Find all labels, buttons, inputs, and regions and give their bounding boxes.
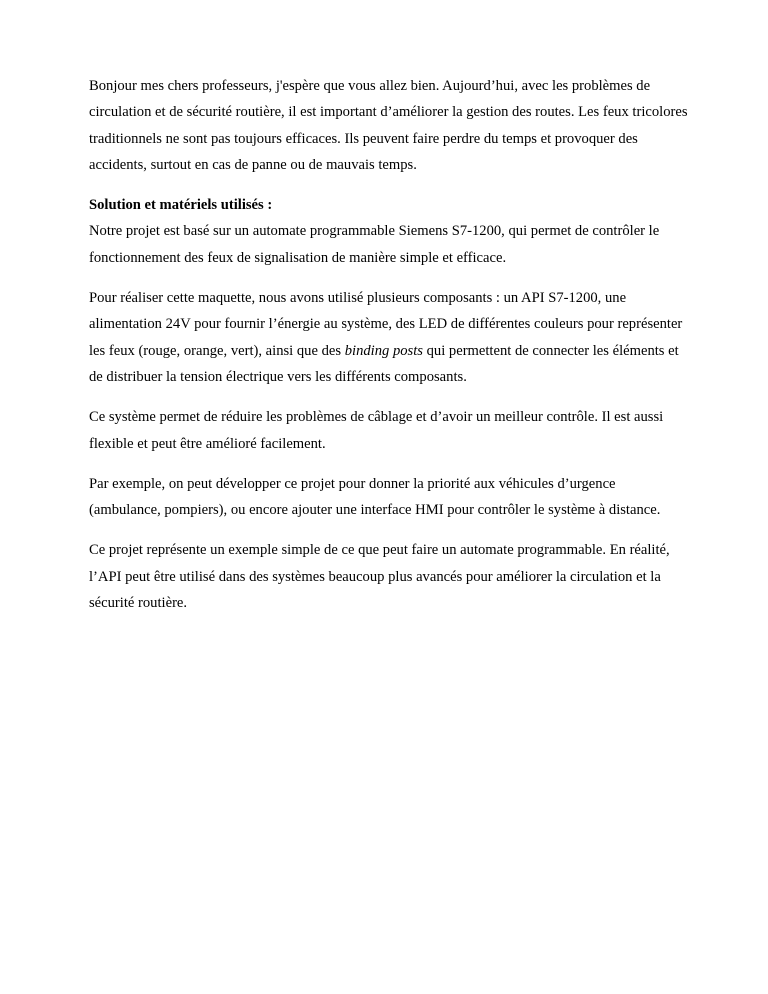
components-paragraph xyxy=(89,285,689,390)
binding-posts-term: binding posts xyxy=(344,342,423,359)
conclusion-paragraph xyxy=(89,537,689,616)
components-text-start: Pour réaliser cette maquette, nous avons utilisé plusieurs composants : un API S7-1200, une alimentation 24V pour fournir l’énergie au système, des LED de différentes couleurs pour représenter les feux (rouge, orange, vert), ainsi que des xyxy=(89,290,683,359)
example-text: Par exemple, on peut développer ce projet pour donner la priorité aux véhicules d’urgence (ambulance, pompiers), ou encore ajouter une interface HMI pour contrôler le système à distance. xyxy=(89,475,661,519)
example-paragraph xyxy=(89,471,689,524)
benefits-text: Ce système permet de réduire les problèmes de câblage et d’avoir un meilleur contrôle. Il est aussi flexible et peut être amélioré facilement. xyxy=(89,409,664,452)
solution-heading: Solution et matériels utilisés : xyxy=(89,197,273,214)
benefits-paragraph xyxy=(89,404,689,457)
solution-paragraph xyxy=(89,192,689,271)
intro-paragraph xyxy=(89,73,689,178)
solution-text: Notre projet est basé sur un automate programmable Siemens S7-1200, qui permet de contrôler le fonctionnement des feux de signalisation de manière simple et efficace. xyxy=(89,223,660,266)
intro-text: Bonjour mes chers professeurs, j'espère que vous allez bien. Aujourd’hui, avec les problèmes de circulation et de sécurité routière, il est important d’améliorer la gestion des routes. Les feux tricolores traditionnels ne sont pas toujours efficaces. Ils peuvent faire perdre du temps et provoquer des accidents, surtout en cas de panne ou de mauvais temps. xyxy=(89,78,688,173)
components-text-end: qui permettent de connecter les éléments et de distribuer la tension électrique vers les différents composants. xyxy=(89,342,679,385)
document-body xyxy=(89,73,689,630)
conclusion-text: Ce projet représente un exemple simple de ce que peut faire un automate programmable. En réalité, l’API peut être utilisé dans des systèmes beaucoup plus avancés pour améliorer la circulation et la sécurité routière. xyxy=(89,542,670,612)
